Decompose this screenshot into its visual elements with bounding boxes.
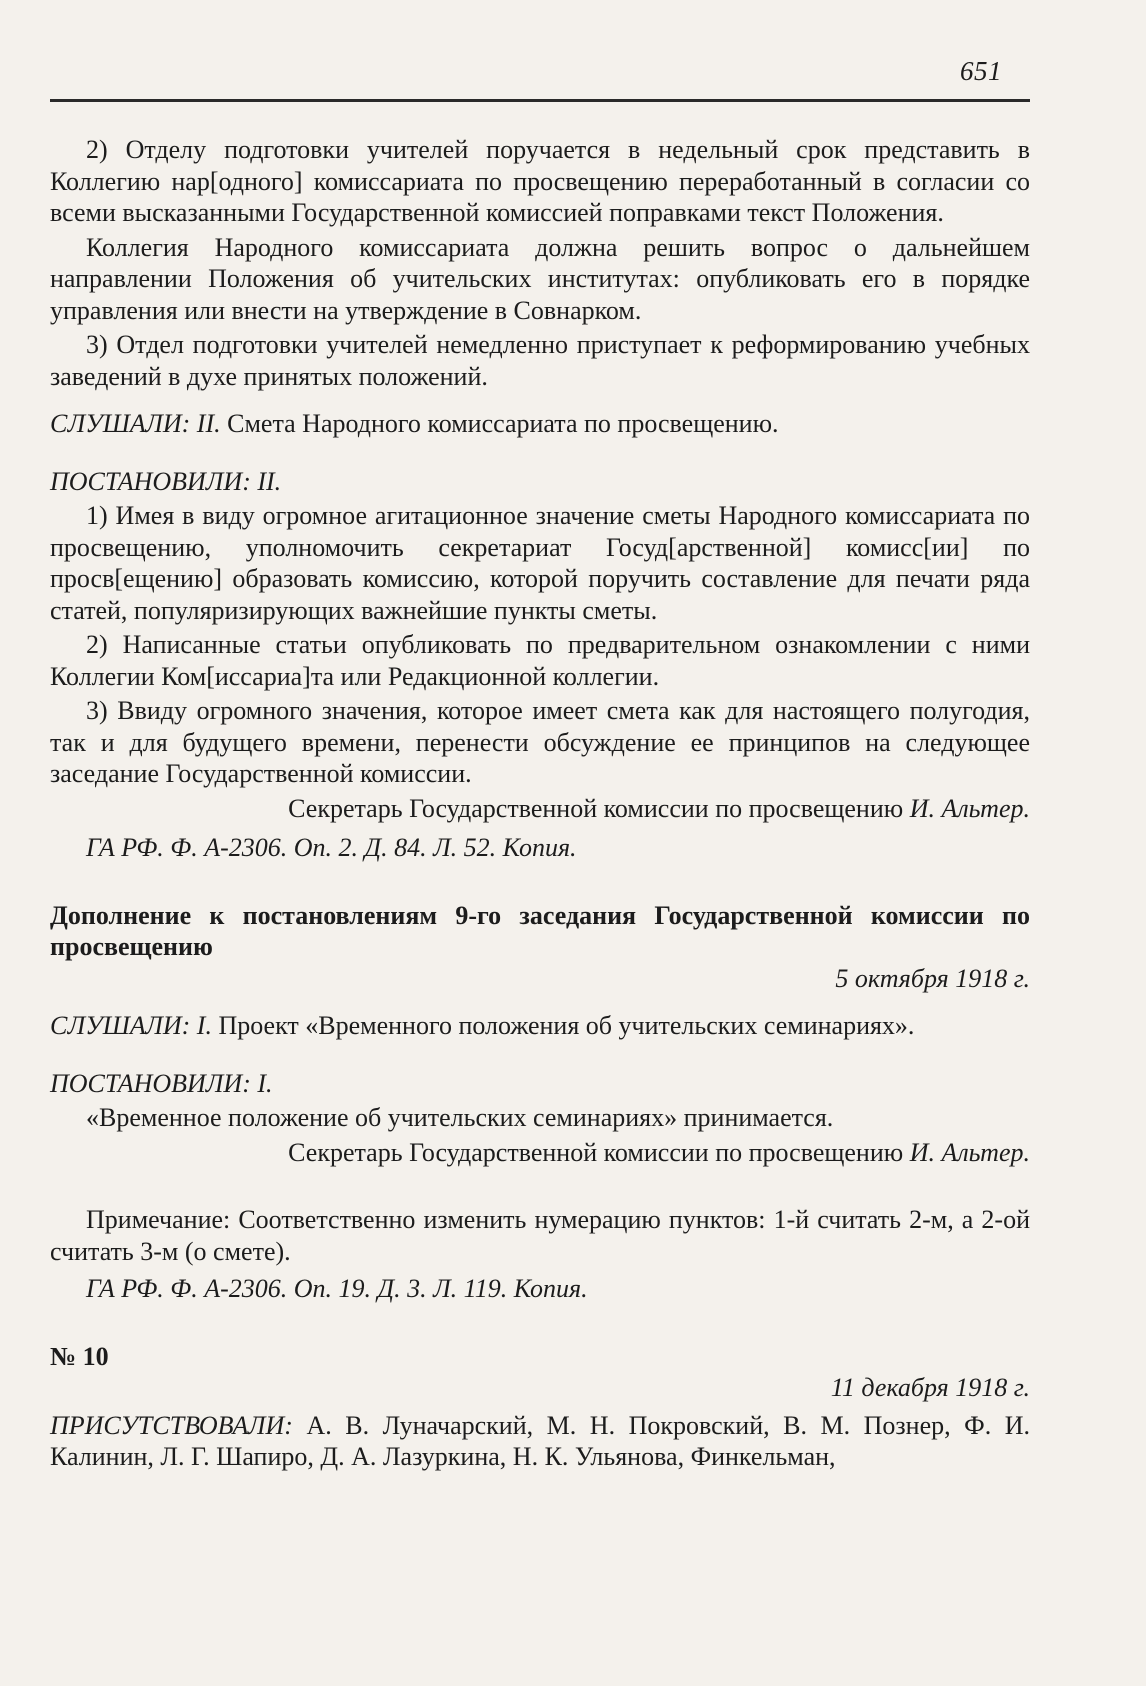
signature-2: [50, 1137, 1030, 1169]
signature-2-title: Секретарь Государственной комиссии по просвещению: [288, 1137, 910, 1167]
resolution-2: 2) Написанные статьи опубликовать по предварительном ознакомлении с ними Коллегии Ком[иссариа]та или Редакционной коллегии.: [50, 630, 1030, 691]
page-number: 651: [960, 56, 1002, 86]
date-1: 5 октября 1918 г.: [835, 963, 1030, 993]
document-number: № 10: [50, 1341, 109, 1371]
resolved-1-text: «Временное положение об учительских семинариях» принимается.: [86, 1103, 834, 1132]
resolution-3: 3) Ввиду огромного значения, которое имеет смета как для настоящего полугодия, так и для будущего времени, перенести обсуждение ее принципов на следующее заседание Государственной комиссии.: [50, 696, 1030, 788]
signature-1-title: Секретарь Государственной комиссии по просвещению: [288, 793, 910, 823]
present: [50, 1410, 1030, 1473]
resolved-2-label: ПОСТАНОВИЛИ: II.: [50, 466, 282, 496]
heard-1-label: СЛУШАЛИ: I.: [50, 1011, 212, 1040]
paragraph-item-2: 2) Отделу подготовки учителей поручается в недельный срок представить в Коллегию нар[одного] комиссариата по просвещению переработанный в согласии со всеми высказанными Государственной комиссией поправками текст Положения.: [50, 135, 1030, 227]
date-2: 11 декабря 1918 г.: [830, 1373, 1030, 1402]
signature-1-name: И. Альтер.: [909, 793, 1030, 823]
section-heading: Дополнение к постановлениям 9-го заседания Государственной комиссии по просвещению: [50, 900, 1030, 961]
heard-2-label: СЛУШАЛИ: II.: [50, 409, 221, 438]
present-label: ПРИСУТСТВОВАЛИ:: [50, 1410, 293, 1440]
note: Примечание: Соответственно изменить нумерацию пунктов: 1-й считать 2-м, а 2-ой считать 3-м (о смете).: [50, 1205, 1030, 1266]
resolved-1-label: ПОСТАНОВИЛИ: I.: [50, 1068, 273, 1098]
paragraph-item-3: 3) Отдел подготовки учителей немедленно приступает к реформированию учебных заведений в духе принятых положений.: [50, 330, 1030, 391]
archive-source-2: ГА РФ. Ф. А-2306. Оп. 19. Д. 3. Л. 119. Копия.: [86, 1274, 588, 1303]
resolution-1: 1) Имея в виду огромное агитационное значение сметы Народного комиссариата по просвещению, уполномочить секретариат Госуд[арственной] комисс[ии] по просв[ещению] образовать комиссию, которой поручить составление для печати ряда статей, популяризирующих важнейшие пункты сметы.: [50, 501, 1030, 625]
heard-1-text: Проект «Временного положения об учительских семинариях».: [211, 1011, 915, 1040]
heard-1: [50, 1010, 1030, 1042]
signature-2-name: И. Альтер.: [909, 1137, 1030, 1167]
archive-source-1: ГА РФ. Ф. А-2306. Оп. 2. Д. 84. Л. 52. Копия.: [86, 833, 577, 862]
signature-1: [50, 793, 1030, 825]
paragraph-collegium: Коллегия Народного комиссариата должна решить вопрос о дальнейшем направлении Положения об учительских институтах: опубликовать его в порядке управления или внести на утверждение в Совнарком.: [50, 232, 1030, 325]
document-body: [50, 134, 1030, 1476]
present-text: А. В. Луначарский, М. Н. Покровский, В. М. Познер, Ф. И. Калинин, Л. Г. Шапиро, Д. А. Лазуркина, Н. К. Ульянова, Финкельман,: [50, 1410, 1030, 1471]
heard-2-text: Смета Народного комиссариата по просвещению.: [220, 409, 779, 438]
header-rule: [50, 99, 1030, 102]
heard-2: [50, 408, 1030, 440]
